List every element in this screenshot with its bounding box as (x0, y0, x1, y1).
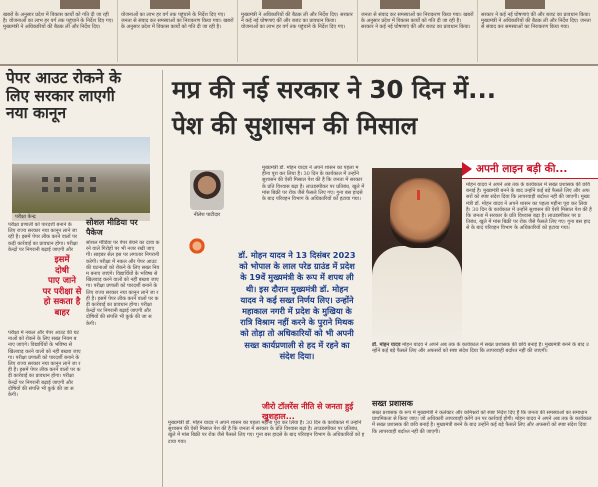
photo-caption-text: डॉ. मोहन यादव मोहन यादव ने अपने अब तक के कार्यकाल में सख्त प्रशासक की छवि बनाई है। मुख्यमंत्री बनने के बाद उन्होंने कई बड़े फैसले लिए और अफसरों को स्पष्ट संदेश दिया कि लापरवाही बर्दाश्त नहीं की जाएगी। (372, 342, 589, 355)
social-media-heading: सोशल मीडिया पर पैकेज (86, 218, 138, 237)
strip-column-4: जनता से संवाद कर समस्याओं का निराकरण किया गया। खबरों के अनुसार प्रदेश में विकास कार्यों को गति दी जा रही है। सरकार ने कई नई घोषणाएं कीं और बजट का प्रावधान किया। (358, 0, 478, 62)
right-body-text: मोहन यादव ने अपने अब तक के कार्यकाल में सख्त प्रशासक की छवि बनाई है। मुख्यमंत्री बनने के बाद उन्होंने कई बड़े फैसले लिए और अफसरों को स्पष्ट संदेश दिया कि लापरवाही बर्दाश्त नहीं की जाएगी। मुख्यमंत्री डॉ. मोहन यादव ने अपने शासन का पहला महीना पूरा कर लिया है। 30 दिन के कार्यकाल में उन्होंने सुशासन की ऐसी मिसाल पेश की है कि जनता में सरकार के प्रति विश्वास बढ़ा है। लाउडस्पीकर पर प्रतिबंध, खुले में मांस बिक्री पर रोक जैसे फैसले लिए गए। गुना बस हादसे के बाद परिवहन विभाग के अधिकारियों को हटाया गया। (466, 182, 592, 232)
author-portrait-caption: नीलेश पाटीदार (193, 212, 221, 218)
section-tag: अपनी लाइन बड़ी की... (462, 160, 598, 179)
top-news-strip (0, 0, 598, 66)
center-quote: डॉ. मोहन यादव ने 13 दिसंबर 2023 को भोपाल के लाल परेड ग्राउंड में प्रदेश के 19वें मुख्यमंत्री के रूप में शपथ ली थी। इस दौरान मुख्यमंत्री डॉ. मोहन यादव ने कई सख्त निर्णय लिए। उन्होंने महाकाल नगरी में प्रदेश के मुखिया के रात्रि विश्राम नहीं करने के पुराने मिथक को तोड़ा तो अधिकारियों को भी अपनी सख्त कार्यप्रणाली से हद में रहने का संदेश दिया। (238, 250, 356, 361)
main-headline-line-1: मप्र की नई सरकार ने 30 दिन में... (172, 75, 497, 104)
chief-minister-photo (372, 168, 462, 340)
strip-column-2: योजनाओं का लाभ हर वर्ग तक पहुंचाने के निर्देश दिए गए। जनता से संवाद कर समस्याओं का निराकरण किया गया। खबरों के अनुसार प्रदेश में विकास कार्यों को गति दी जा रही है। (118, 0, 238, 62)
left-headline-line-2: लिए सरकार लाएगी (6, 86, 115, 105)
sub-heading: जीरो टॉलरेंस नीति से जनता हुई खुशहाल... (262, 402, 354, 421)
strip-column-5: सरकार ने कई नई घोषणाएं कीं और बजट का प्रावधान किया। मुख्यमंत्री ने अधिकारियों की बैठक ली और निर्देश दिए। जनता से संवाद कर समस्याओं का निराकरण किया गया। (481, 12, 591, 31)
left-headline (6, 70, 158, 123)
bottom-body-text: सख्त प्रशासक के रूप में मुख्यमंत्री ने कलेक्टर और कमिश्नरों को स्पष्ट निर्देश दिए हैं कि जनता की समस्याओं का समाधान प्राथमिकता से किया जाए। जो अधिकारी लापरवाही करेंगे उन पर कार्रवाई होगी। मोहन यादव ने अपने अब तक के कार्यकाल में सख्त प्रशासक की छवि बनाई है। मुख्यमंत्री बनने के बाद उन्होंने कई बड़े फैसले लिए और अफसरों को स्पष्ट संदेश दिया कि लापरवाही बर्दाश्त नहीं की जाएगी। (372, 410, 592, 435)
center-body-text-bottom: मुख्यमंत्री डॉ. मोहन यादव ने अपने शासन का पहला महीना पूरा कर लिया है। 30 दिन के कार्यकाल में उन्होंने सुशासन की ऐसी मिसाल पेश की है कि जनता में सरकार के प्रति विश्वास बढ़ा है। लाउडस्पीकर पर प्रतिबंध, खुले में मांस बिक्री पर रोक जैसे फैसले लिए गए। गुना बस हादसे के बाद परिवहन विभाग के अधिकारियों को हटाया गया। (168, 420, 365, 445)
strip-column-1: खबरों के अनुसार प्रदेश में विकास कार्यों को गति दी जा रही है। योजनाओं का लाभ हर वर्ग तक पहुंचाने के निर्देश दिए गए। मुख्यमंत्री ने अधिकारियों की बैठक ली और निर्देश दिए। (0, 0, 118, 62)
building-caption: परीक्षा केन्द्र (12, 213, 150, 221)
strip-photo-1 (60, 0, 100, 9)
building-photo (12, 137, 150, 213)
main-headline-line-2: पेश की सुशासन की मिसाल (172, 111, 418, 140)
author-portrait (190, 170, 224, 210)
column-divider (162, 70, 163, 487)
left-headline-line-3: नया कानून (6, 104, 67, 122)
social-body-text: सोशल मीडिया पर पेपर बेचने का दावा करने वाले गिरोहों पर भी नजर रखी जाएगी। साइबर सेल इस पर लगातार निगरानी करेगी। परीक्षा में नकल और पेपर आउट की घटनाओं को रोकने के लिए सख्त नियम बनाए जाएंगे। विद्यार्थियों के भविष्य से खिलवाड़ करने वालों को नहीं बख्शा जाएगा। परीक्षा प्रणाली को पारदर्शी बनाने के लिए राज्य सरकार नया कानून लाने जा रही है। इसमें पेपर लीक करने वालों पर कड़ी कार्रवाई का प्रावधान होगा। परीक्षा केन्द्रों पर निगरानी बढ़ाई जाएगी और दोषियों की संपत्ति भी कुर्क की जा सकेगी। (86, 240, 160, 327)
pull-quote: इसमें दोषी पाए जाने पर परीक्षा से हो सकता है बाहर (42, 255, 82, 318)
center-body-text-top: मुख्यमंत्री डॉ. मोहन यादव ने अपने शासन का पहला महीना पूरा कर लिया है। 30 दिन के कार्यकाल में उन्होंने सुशासन की ऐसी मिसाल पेश की है कि जनता में सरकार के प्रति विश्वास बढ़ा है। लाउडस्पीकर पर प्रतिबंध, खुले में मांस बिक्री पर रोक जैसे फैसले लिए गए। गुना बस हादसे के बाद परिवहन विभाग के अधिकारियों को हटाया गया। (262, 165, 365, 203)
left-body-text-1: परीक्षा प्रणाली को पारदर्शी बनाने के लिए राज्य सरकार नया कानून लाने जा रही है। इसमें पेपर लीक करने वालों पर कड़ी कार्रवाई का प्रावधान होगा। परीक्षा केन्द्रों पर निगरानी बढ़ाई जाएगी और (8, 222, 78, 252)
main-headline (172, 72, 592, 144)
strip-photo-5 (505, 0, 545, 9)
strip-photo-2 (150, 0, 190, 9)
section-heading: सख्त प्रशासक (372, 399, 413, 408)
strip-column-3: मुख्यमंत्री ने अधिकारियों की बैठक ली और निर्देश दिए। सरकार ने कई नई घोषणाएं कीं और बजट का प्रावधान किया। योजनाओं का लाभ हर वर्ग तक पहुंचाने के निर्देश दिए गए। (238, 0, 358, 62)
left-headline-line-1: पेपर आउट रोकने के (6, 69, 122, 87)
strip-photo-3 (262, 0, 302, 9)
strip-photo-4 (380, 0, 420, 9)
left-body-text-2: परीक्षा में नकल और पेपर आउट की घटनाओं को रोकने के लिए सख्त नियम बनाए जाएंगे। विद्यार्थियों के भविष्य से खिलवाड़ करने वालों को नहीं बख्शा जाएगा। परीक्षा प्रणाली को पारदर्शी बनाने के लिए राज्य सरकार नया कानून लाने जा रही है। इसमें पेपर लीक करने वालों पर कड़ी कार्रवाई का प्रावधान होगा। परीक्षा केन्द्रों पर निगरानी बढ़ाई जाएगी और दोषियों की संपत्ति भी कुर्क की जा सकेगी। (8, 330, 81, 399)
decorative-flame-icon (188, 237, 206, 255)
